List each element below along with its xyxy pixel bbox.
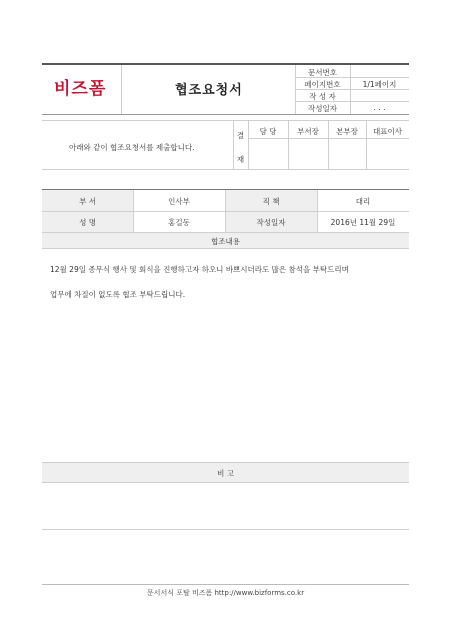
meta-label-date: 작성일자	[308, 104, 337, 113]
meta-value-page-number: 1/1페이지	[362, 80, 397, 89]
intro-text: 아래와 같이 협조요청서를 제출합니다.	[69, 143, 195, 152]
header-divider-logo	[121, 65, 122, 114]
bizforms-logo: 비즈폼	[54, 79, 107, 99]
info-value-position: 대리	[355, 197, 371, 206]
info-value-name: 홍길동	[168, 218, 190, 227]
intro-bottom-border	[42, 169, 409, 170]
approval-header-line	[248, 138, 409, 139]
info-label-name: 성 명	[79, 218, 96, 227]
info-value-dept: 인사부	[168, 197, 190, 206]
meta-value-date: . . .	[373, 103, 386, 112]
info-label-position: 직 책	[262, 197, 280, 206]
document-title: 협조요청서	[175, 83, 243, 98]
remarks-heading-line	[42, 482, 409, 483]
info-row-line-2	[42, 232, 409, 233]
approval-label-top: 결	[236, 131, 245, 140]
footer-text: 문서서식 포탈 비즈폼 http://www.bizforms.co.kr	[146, 589, 305, 597]
meta-label-author: 작 성 자	[309, 92, 336, 101]
content-line-1: 12월 29일 종무식 행사 및 회식을 진행하고자 하오니 바쁘시더라도 많은 참석을 부탁드리며	[50, 265, 349, 274]
header-top-border	[42, 63, 409, 65]
approval-col-dept-head: 부서장	[297, 127, 319, 136]
info-value-date: 2016년 11월 29일	[330, 218, 396, 227]
content-heading: 협조내용	[211, 237, 240, 246]
footer-rule	[42, 584, 409, 585]
remarks-top-border	[42, 462, 409, 463]
meta-label-doc-number: 문서번호	[308, 68, 337, 77]
remarks-heading: 비 고	[217, 469, 234, 478]
remarks-bottom-border	[42, 529, 409, 530]
meta-label-page-number: 페이지번호	[304, 80, 341, 89]
approval-col-ceo: 대표이사	[373, 127, 402, 136]
approval-label-bottom: 재	[236, 155, 245, 164]
info-label-date: 작성일자	[256, 218, 286, 227]
approval-col-division-head: 본부장	[336, 127, 358, 136]
intro-top-border	[42, 120, 409, 121]
approval-col-staff: 담 당	[259, 127, 277, 136]
info-label-dept: 부 서	[79, 197, 96, 206]
content-heading-line	[42, 248, 409, 249]
content-line-2: 업무에 차질이 없도록 협조 부탁드립니다.	[50, 290, 186, 299]
header-bottom-border	[42, 114, 409, 115]
